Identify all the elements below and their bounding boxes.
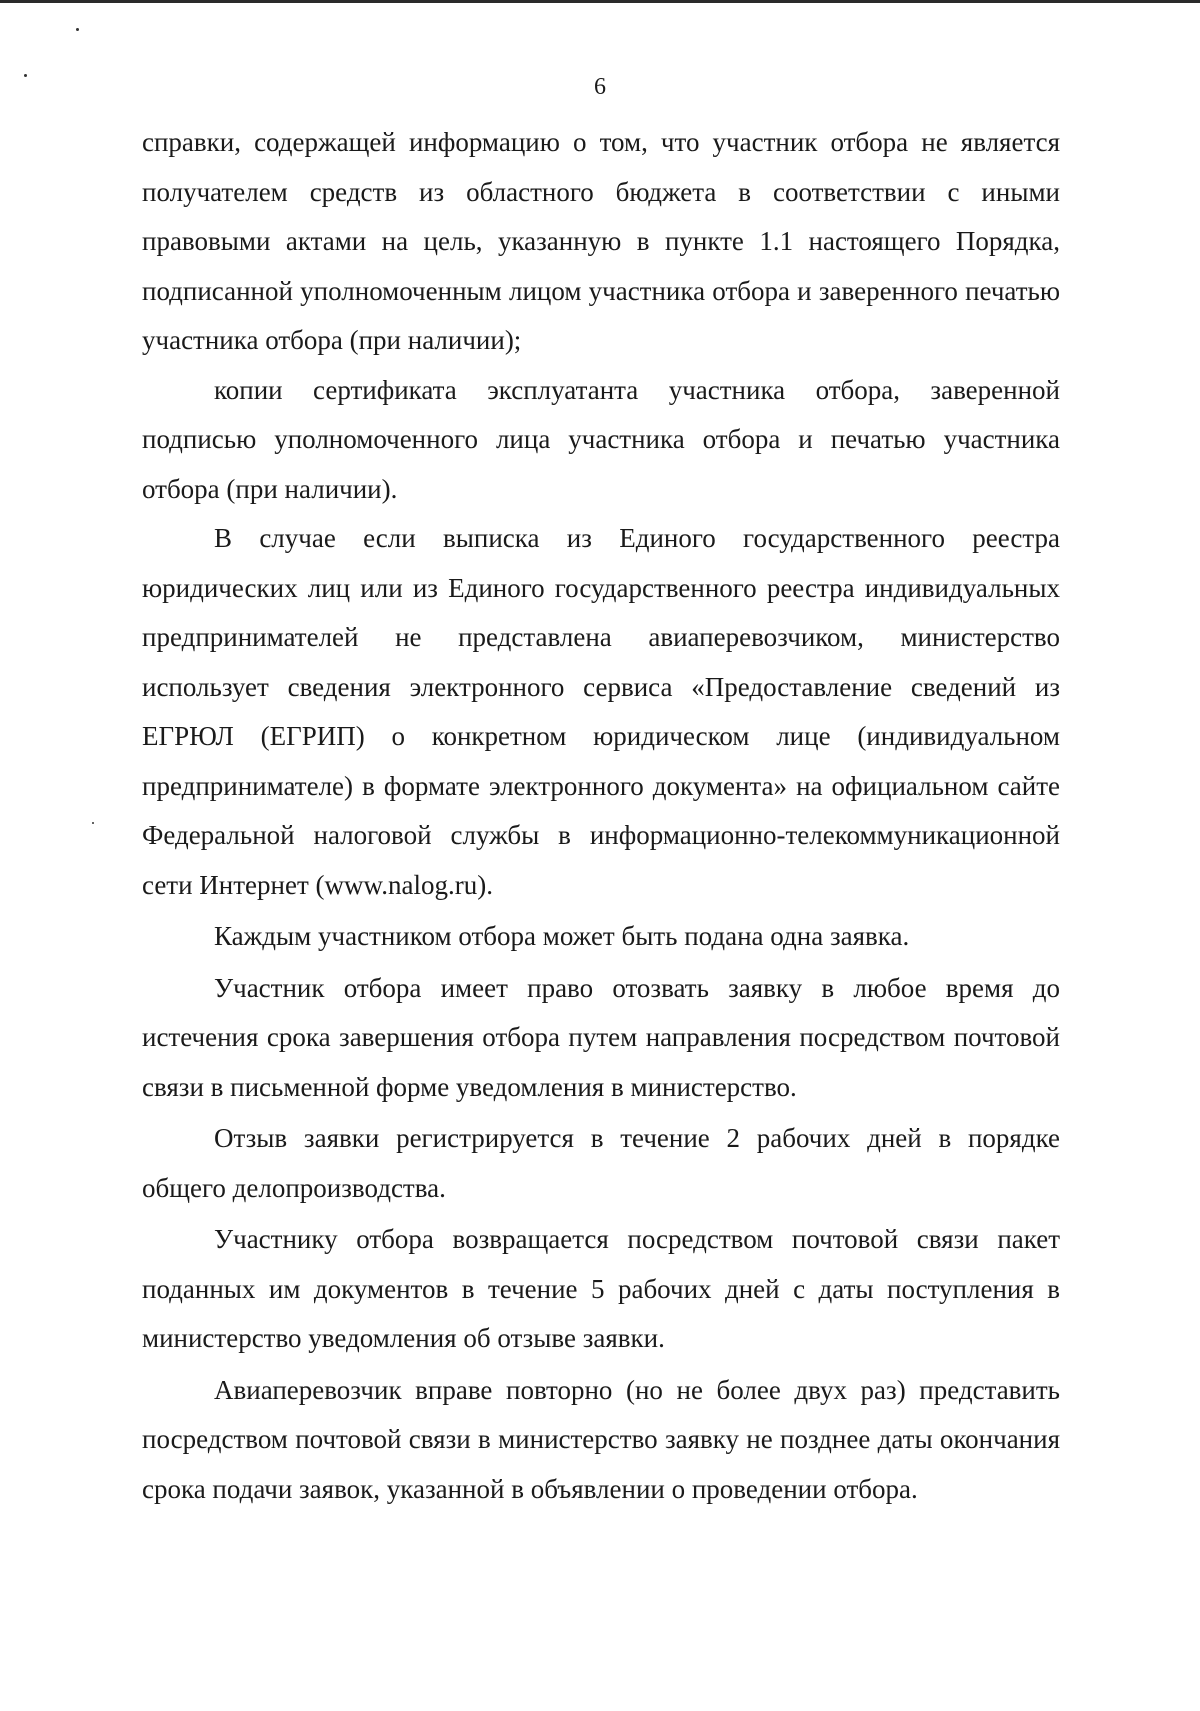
scan-speck: [92, 822, 94, 824]
scan-top-border: [0, 0, 1200, 3]
paragraph: справки, содержащей информацию о том, что участник отбора не является получателем средств из областного бюджета в соответствии с иными правовыми актами на цель, указанную в пункте 1.1 настоящего Порядка, подписанной уполномоченным лицом участника отбора и заверенного печатью участника отбора (при наличии);: [142, 127, 1060, 355]
paragraph: Авиаперевозчик вправе повторно (но не более двух раз) представить посредством почтовой связи в министерство заявку не позднее даты окончания срока подачи заявок, указанной в объявлении о проведении отбора.: [142, 1374, 1060, 1504]
document-body: [142, 118, 1060, 1514]
paragraph: Отзыв заявки регистрируется в течение 2 рабочих дней в порядке общего делопроизводства.: [142, 1123, 1060, 1203]
paragraph: копии сертификата эксплуатанта участника отбора, заверенной подписью уполномоченного лица участника отбора и печатью участника отбора (при наличии).: [142, 374, 1060, 504]
paragraph: Участник отбора имеет право отозвать заявку в любое время до истечения срока завершения отбора путем направления посредством почтовой связи в письменной форме уведомления в министерство.: [142, 972, 1060, 1102]
scan-speck: [76, 28, 79, 31]
paragraph: Участнику отбора возвращается посредством почтовой связи пакет поданных им документов в течение 5 рабочих дней с даты поступления в министерство уведомления об отзыве заявки.: [142, 1224, 1060, 1353]
paragraph: Каждым участником отбора может быть подана одна заявка.: [214, 921, 910, 951]
page-number: 6: [594, 74, 606, 100]
paragraph: В случае если выписка из Единого государственного реестра юридических лиц или из Единого государственного реестра индивидуальных предпринимателей не представлена авиаперевозчиком, министерство использует сведения электронного сервиса «Предоставление сведений из ЕГРЮЛ (ЕГРИП) о конкретном юридическом лице (индивидуальном предпринимателе) в формате электронного документа» на официальном сайте Федеральной налоговой службы в информационно-телекоммуникационной сети Интернет (www.nalog.ru).: [142, 523, 1060, 900]
